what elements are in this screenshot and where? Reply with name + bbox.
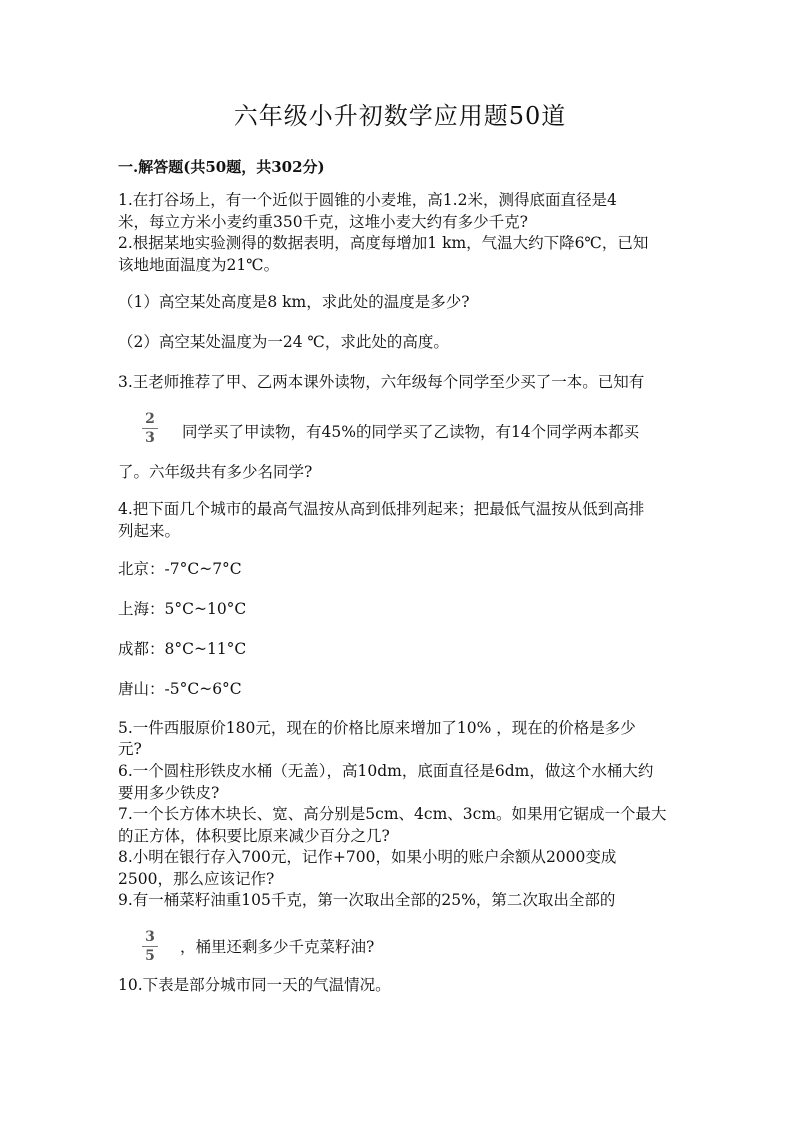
q3-fraction-denominator: 3 bbox=[145, 430, 155, 446]
q4-city-chengdu: 成都：8°C~11°C bbox=[118, 640, 247, 658]
fraction-bar bbox=[142, 428, 158, 429]
q4-line2: 列起来。 bbox=[118, 522, 181, 540]
page-title: 六年级小升初数学应用题50道 bbox=[233, 102, 567, 130]
q2-subquestion-1: （1）高空某处高度是8 km，求此处的温度是多少? bbox=[118, 293, 470, 311]
q5-line1: 5.一件西服原价180元，现在的价格比原来增加了10% ，现在的价格是多少 bbox=[118, 719, 636, 737]
q3-line1: 3.王老师推荐了甲、乙两本课外读物，六年级每个同学至少买了一本。已知有 bbox=[118, 373, 645, 391]
q6-line1: 6.一个圆柱形铁皮水桶（无盖），高10dm，底面直径是6dm，做这个水桶大约 bbox=[118, 762, 654, 780]
q6-line2: 要用多少铁皮? bbox=[118, 784, 220, 802]
q9-line1: 9.有一桶菜籽油重105千克，第一次取出全部的25%，第二次取出全部的 bbox=[118, 891, 616, 909]
q5-line2: 元? bbox=[118, 740, 142, 758]
q1-line1: 1.在打谷场上，有一个近似于圆锥的小麦堆，高1.2米，测得底面直径是4 bbox=[118, 191, 617, 209]
q3-fraction-numerator: 2 bbox=[145, 411, 155, 427]
q3-line2: 同学买了甲读物，有45%的同学买了乙读物，有14个同学两本都买 bbox=[182, 423, 640, 441]
q9-line2: ，桶里还剩多少千克菜籽油? bbox=[180, 938, 375, 956]
q4-line1: 4.把下面几个城市的最高气温按从高到低排列起来；把最低气温按从低到高排 bbox=[118, 500, 645, 518]
q2-subquestion-2: （2）高空某处温度为一24 ℃，求此处的高度。 bbox=[118, 333, 449, 351]
q3-fraction bbox=[140, 412, 160, 445]
q1-line2: 米，每立方米小麦约重350千克，这堆小麦大约有多少千克? bbox=[118, 213, 528, 231]
q10-line1: 10.下表是部分城市同一天的气温情况。 bbox=[118, 976, 391, 994]
q2-line1: 2.根据某地实验测得的数据表明，高度每增加1 km，气温大约下降6℃，已知 bbox=[118, 234, 649, 252]
q9-fraction-denominator: 5 bbox=[145, 948, 155, 964]
q9-fraction bbox=[140, 930, 160, 963]
q8-line2: 2500，那么应该记作? bbox=[118, 870, 275, 888]
q4-city-tangshan: 唐山：-5°C~6°C bbox=[118, 680, 242, 698]
q8-line1: 8.小明在银行存入700元，记作+700，如果小明的账户余额从2000变成 bbox=[118, 848, 617, 866]
fraction-bar bbox=[142, 946, 158, 947]
q7-line1: 7.一个长方体木块长、宽、高分别是5cm、4cm、3cm。如果用它锯成一个最大 bbox=[118, 805, 667, 823]
q3-line3: 了。六年级共有多少名同学? bbox=[118, 463, 313, 481]
q7-line2: 的正方体，体积要比原来减少百分之几? bbox=[118, 827, 390, 845]
q9-fraction-numerator: 3 bbox=[145, 929, 155, 945]
q4-city-beijing: 北京：-7°C~7°C bbox=[118, 560, 242, 578]
section-heading: 一.解答题(共50题，共302分) bbox=[118, 158, 325, 176]
q2-line2: 该地地面温度为21℃。 bbox=[118, 256, 280, 274]
q4-city-shanghai: 上海：5°C~10°C bbox=[118, 600, 247, 618]
